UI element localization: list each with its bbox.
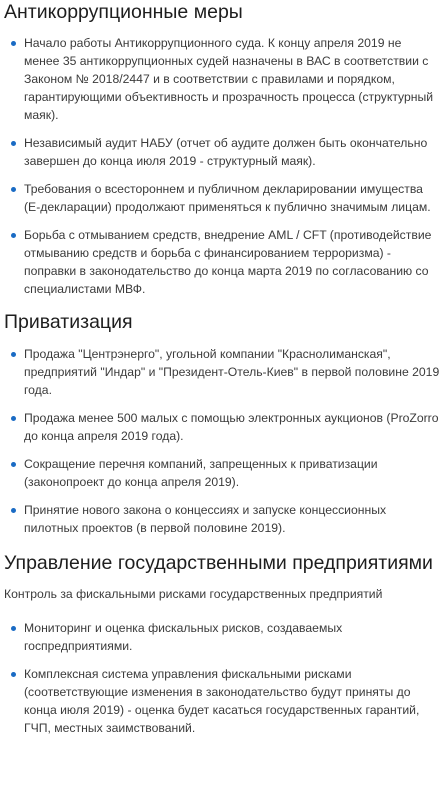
list-item-text: Мониторинг и оценка фискальных рисков, создаваемых госпредприятиями. [24,621,343,653]
list-item-text: Независимый аудит НАБУ (отчет об аудите должен быть окончательно завершен до конца июля 2019 - структурный маяк). [24,136,428,168]
privatization-list [4,345,440,537]
bullet-icon [11,41,16,46]
bullet-icon [11,352,16,357]
list-item [4,455,440,491]
list-item [4,619,440,655]
list-item [4,409,440,445]
section-title-privatization: Приватизация [4,311,133,333]
list-item [4,226,440,298]
list-item-text: Начало работы Антикоррупционного суда. К концу апреля 2019 не менее 35 антикоррупционных судей назначены в ВАС в соответствии с Законом № 2018/2447 и в соответствии с правилами и порядком, гарантирующими объективность и прозрачность процесса (структурный маяк). [24,36,434,122]
list-item-text: Продажа "Центрэнерго", угольной компании "Краснолиманская", предприятий "Индар" и "Президент-Отель-Киев" в первой половине 2019 года. [24,347,440,397]
bullet-icon [11,416,16,421]
list-item-text: Борьба с отмыванием средств, внедрение AML / CFT (противодействие отмыванию средств и борьба с финансированием терроризма) - поправки в законодательство до конца марта 2019 по согласованию со специалистами МВФ. [24,228,432,296]
list-item [4,134,440,170]
bullet-icon [11,233,16,238]
section-title-state-enterprises: Управление государственными предприятиями [4,552,433,574]
list-item-text: Требования о всестороннем и публичном декларировании имущества (Е-декларации) продолжают применяться к публично значимым лицам. [24,182,431,214]
anticorruption-list [4,34,440,298]
list-item [4,345,440,399]
section-intro: Контроль за фискальными рисками государственных предприятий [4,587,383,601]
bullet-icon [11,187,16,192]
bullet-icon [11,462,16,467]
bullet-icon [11,508,16,513]
list-item-text: Продажа менее 500 малых с помощью электронных аукционов (ProZorro до конца апреля 2019 года). [24,411,439,443]
bullet-icon [11,141,16,146]
list-item-text: Принятие нового закона о концессиях и запуске концессионных пилотных проектов (в первой половине 2019). [24,503,387,535]
list-item-text: Сокращение перечня компаний, запрещенных к приватизации (законопроект до конца апреля 2019). [24,457,378,489]
list-item [4,34,440,124]
state-enterprises-list [4,619,440,737]
section-title-anticorruption: Антикоррупционные меры [4,1,243,23]
list-item-text: Комплексная система управления фискальными рисками (соответствующие изменения в законодательство будут приняты до конца июля 2019) - оценка будет касаться государственных гарантий, ГЧП, местных заимствований. [24,667,420,735]
bullet-icon [11,626,16,631]
bullet-icon [11,672,16,677]
list-item [4,501,440,537]
list-item [4,665,440,737]
list-item [4,180,440,216]
